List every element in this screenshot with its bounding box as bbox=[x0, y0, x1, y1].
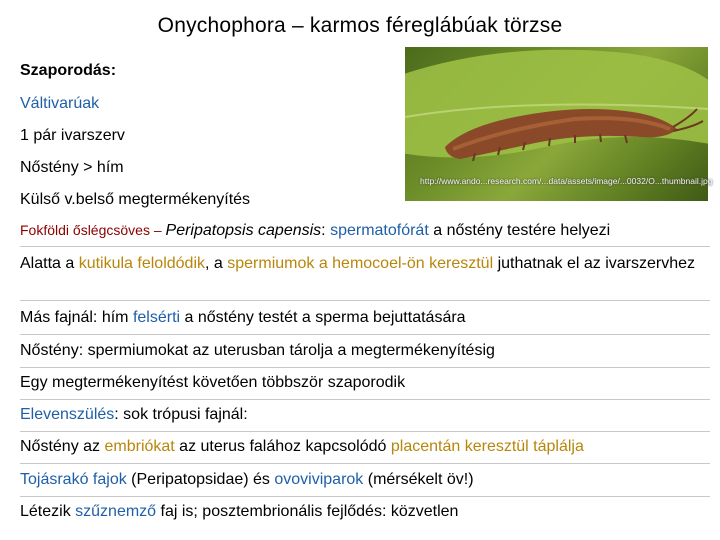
paragraph-7 bbox=[20, 437, 584, 456]
para7-text-c: az uterus falához kapcsolódó bbox=[174, 438, 391, 455]
separator-line bbox=[20, 334, 710, 335]
para1-text-c: : bbox=[321, 222, 331, 239]
intro-line-3: Nőstény > hím bbox=[20, 159, 124, 176]
para1-text-a: Fokföldi őslégcsöves – bbox=[20, 222, 166, 238]
para8-text-b: (Peripatopsidae) és bbox=[126, 471, 275, 488]
para1-highlight: spermatofórát bbox=[330, 222, 429, 239]
para7-text-a: Nőstény az bbox=[20, 438, 105, 455]
photo-source-caption: http://www.ando...research.com/...data/assets/image/...0032/O...thumbnail.jpg bbox=[420, 176, 713, 186]
para2-text-e: juthatnak el az ivarszervhez bbox=[493, 255, 695, 272]
para8-highlight-2: ovoviviparok bbox=[274, 471, 364, 488]
separator-line bbox=[20, 367, 710, 368]
para2-highlight-1: kutikula feloldódik bbox=[78, 255, 205, 272]
intro-line-1: Váltivarúak bbox=[20, 95, 100, 112]
separator-line bbox=[20, 496, 710, 497]
para6-text-b: : sok trópusi fajnál: bbox=[114, 406, 248, 423]
paragraph-4: Nőstény: spermiumokat az uterusban tárolja a megtermékenyítésig bbox=[20, 342, 495, 359]
paragraph-1 bbox=[20, 221, 610, 240]
para9-highlight: szűznemző bbox=[75, 503, 157, 520]
para8-highlight-1: Tojásrakó fajok bbox=[20, 471, 127, 488]
para6-highlight: Elevenszülés bbox=[20, 406, 115, 423]
separator-line bbox=[20, 431, 710, 432]
section-heading: Szaporodás: bbox=[20, 62, 117, 79]
separator-line bbox=[20, 246, 710, 247]
para3-highlight: felsérti bbox=[132, 309, 181, 326]
para7-highlight-2: placentán keresztül táplálja bbox=[390, 438, 584, 455]
separator-line bbox=[20, 463, 710, 464]
paragraph-3 bbox=[20, 308, 466, 327]
para1-text-e: a nőstény testére helyezi bbox=[428, 222, 611, 239]
slide-title: Onychophora – karmos féreglábúak törzse bbox=[157, 14, 563, 37]
para1-species-name: Peripatopsis capensis bbox=[165, 222, 322, 239]
para8-text-d: (mérsékelt öv!) bbox=[363, 471, 474, 488]
paragraph-2 bbox=[20, 254, 710, 273]
para2-text-c: , a bbox=[205, 255, 228, 272]
paragraph-9 bbox=[20, 502, 458, 521]
para2-text-a: Alatta a bbox=[20, 255, 79, 272]
separator-line bbox=[20, 300, 710, 301]
para9-text-a: Létezik bbox=[20, 503, 76, 520]
intro-line-4: Külső v.belső megtermékenyítés bbox=[20, 191, 251, 208]
para7-highlight-1: embriókat bbox=[104, 438, 175, 455]
para3-text-c: a nőstény testét a sperma bejuttatására bbox=[180, 309, 466, 326]
intro-line-2: 1 pár ivarszerv bbox=[20, 127, 125, 144]
separator-line bbox=[20, 399, 710, 400]
para9-text-c: faj is; posztembrionális fejlődés: közvetlen bbox=[156, 503, 459, 520]
paragraph-8 bbox=[20, 470, 474, 489]
paragraph-6 bbox=[20, 405, 248, 424]
paragraph-5: Egy megtermékenyítést követően többször szaporodik bbox=[20, 374, 406, 391]
para3-text-a: Más fajnál: hím bbox=[20, 309, 133, 326]
para2-highlight-2: spermiumok a hemocoel-ön keresztül bbox=[227, 255, 494, 272]
